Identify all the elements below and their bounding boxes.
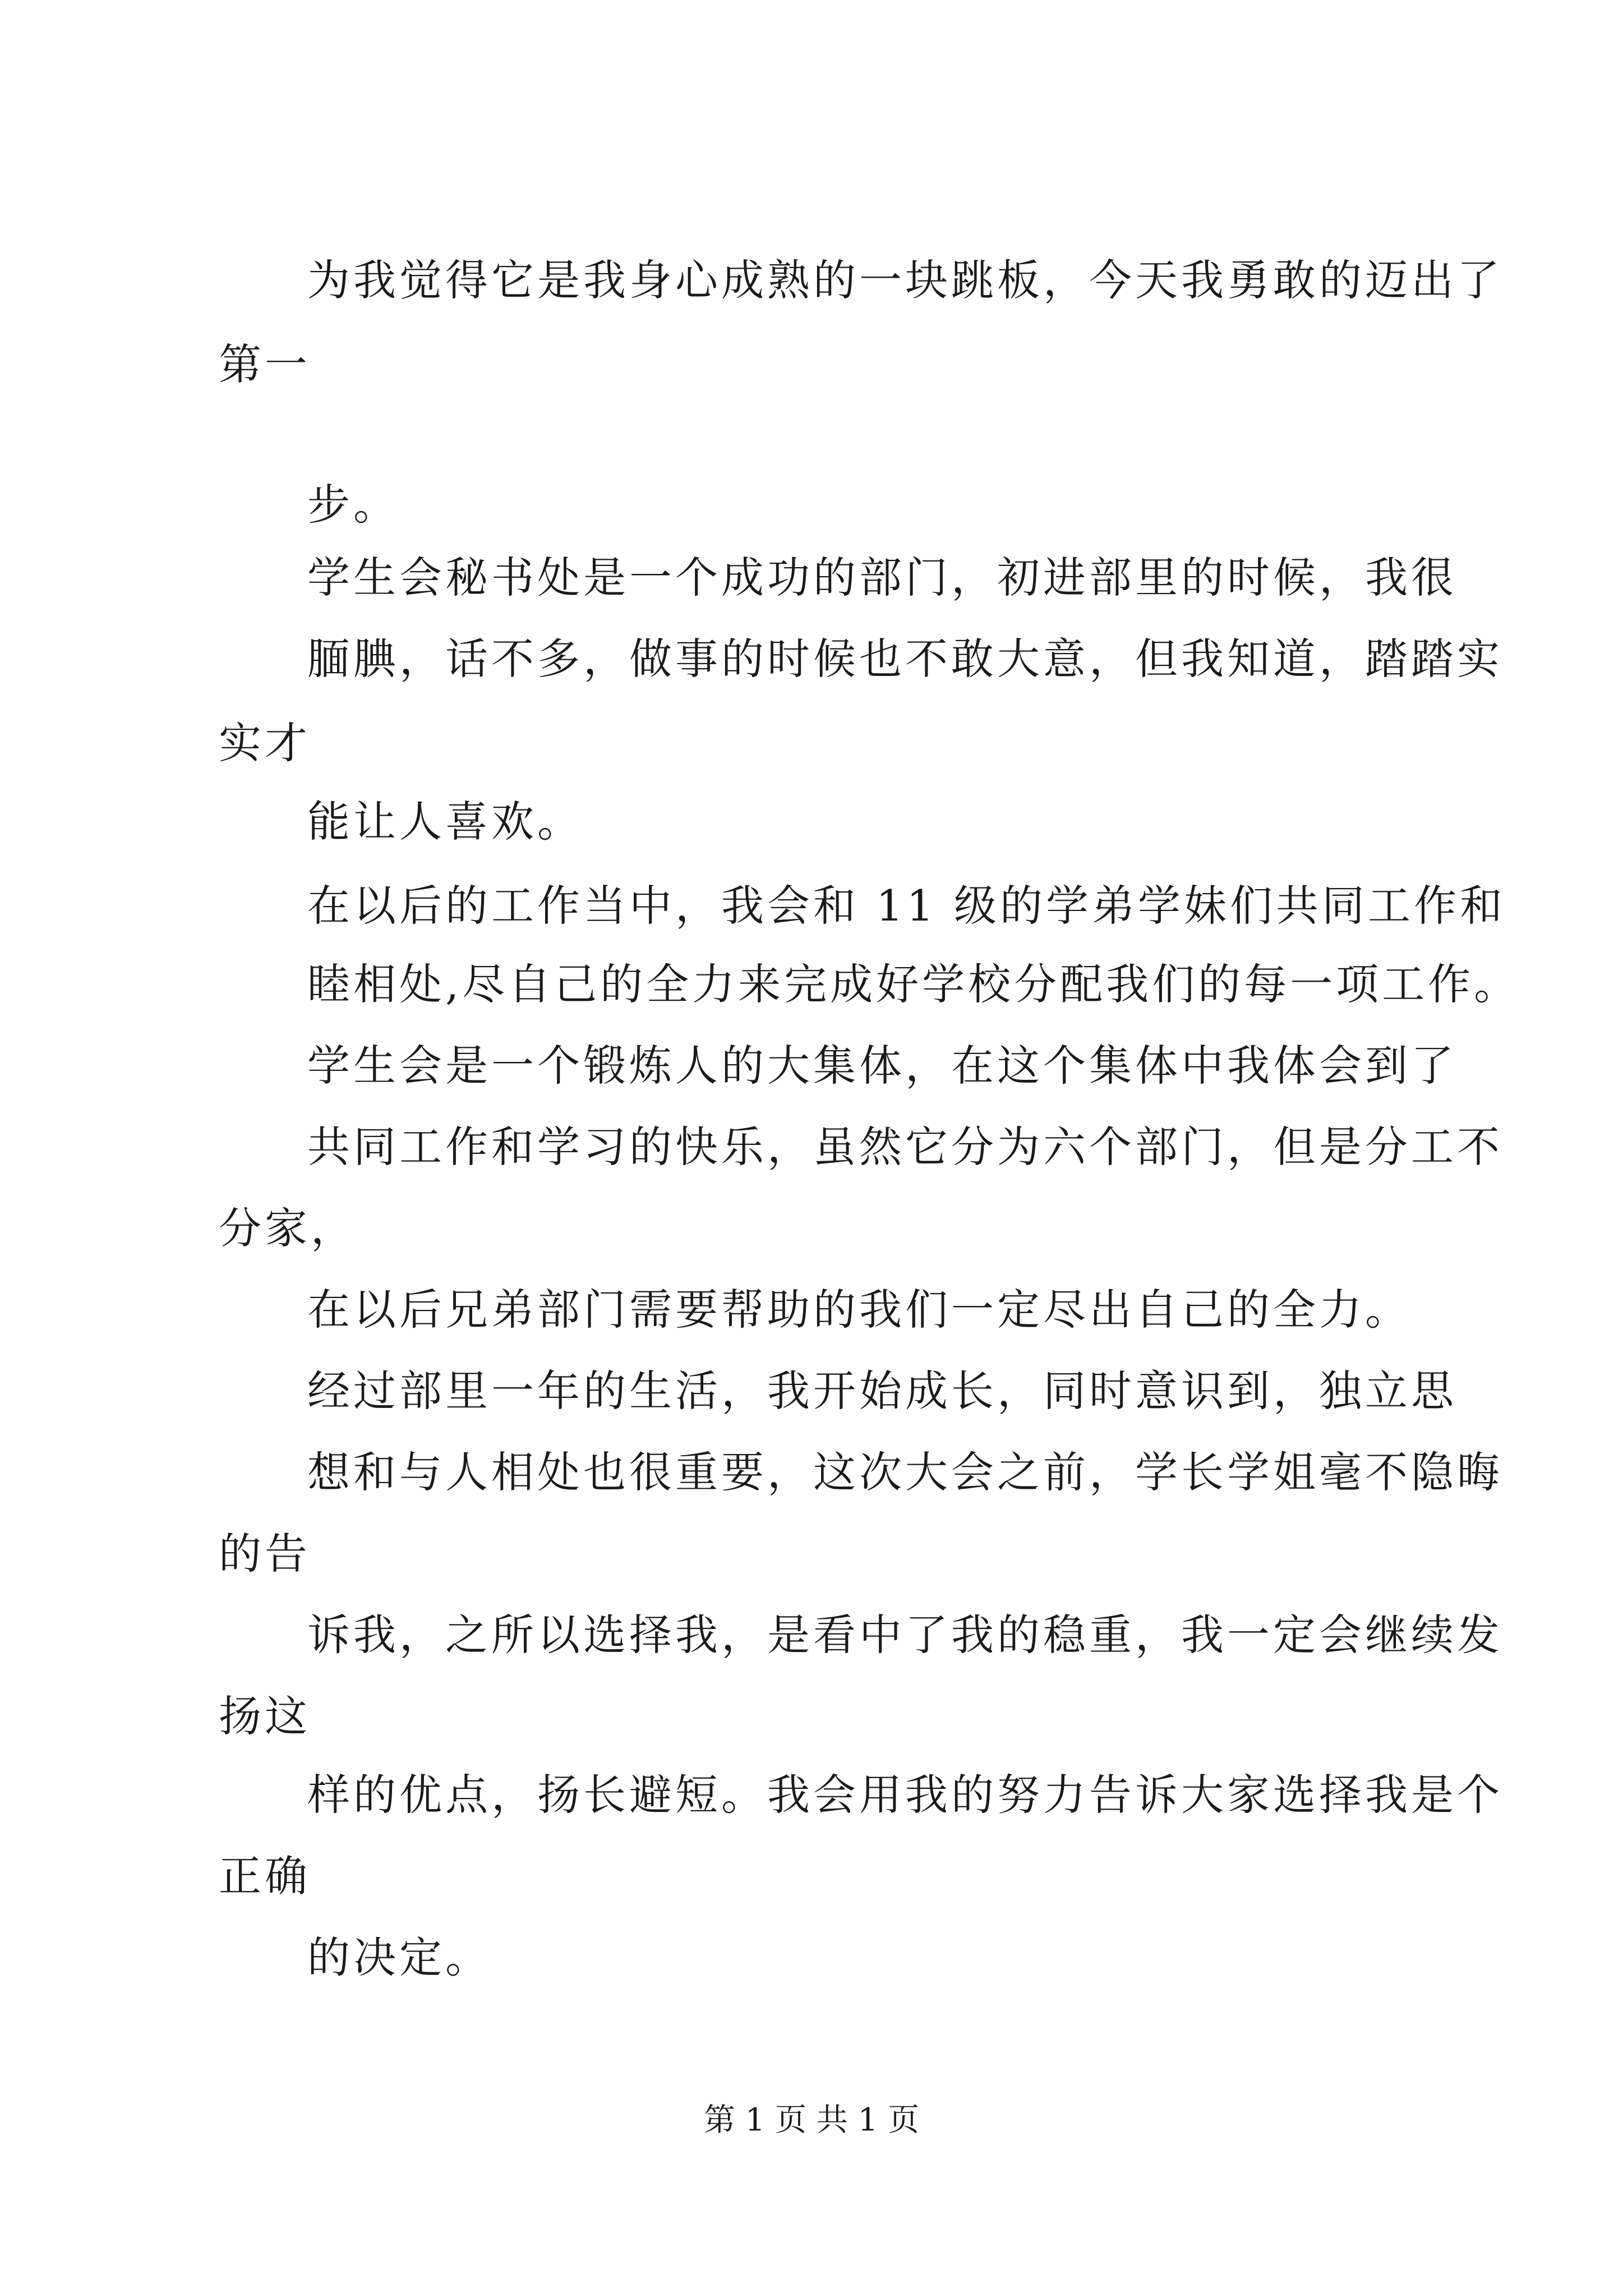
- body-line-18: 扬这: [219, 1691, 311, 1741]
- body-line-9: 睦相处,尽自己的全力来完成好学校分配我们的每一项工作。: [307, 959, 1520, 1009]
- body-line-17: 诉我，之所以选择我，是看中了我的稳重，我一定会继续发: [307, 1610, 1503, 1660]
- body-line-2: 第一: [219, 339, 311, 389]
- body-line-11: 共同工作和学习的快乐，虽然它分为六个部门，但是分工不: [307, 1122, 1503, 1172]
- body-line-15: 想和与人相处也很重要，这次大会之前，学长学姐毫不隐晦: [307, 1447, 1503, 1497]
- body-line-21: 的决定。: [307, 1932, 491, 1982]
- body-line-19: 样的优点，扬长避短。我会用我的努力告诉大家选择我是个: [307, 1770, 1503, 1820]
- body-line-5: 腼腆，话不多，做事的时候也不敢大意，但我知道，踏踏实: [307, 634, 1503, 684]
- body-line-6: 实才: [219, 718, 311, 768]
- body-line-1: 为我觉得它是我身心成熟的一块跳板，今天我勇敢的迈出了: [307, 255, 1503, 305]
- page-number-footer: 第 1 页 共 1 页: [703, 2102, 920, 2138]
- body-line-10: 学生会是一个锻炼人的大集体，在这个集体中我体会到了: [307, 1041, 1457, 1091]
- body-line-13: 在以后兄弟部门需要帮助的我们一定尽出自己的全力。: [307, 1285, 1411, 1335]
- body-line-4: 学生会秘书处是一个成功的部门，初进部里的时候，我很: [307, 553, 1457, 602]
- body-line-12: 分家，: [219, 1203, 357, 1253]
- body-line-20: 正确: [219, 1851, 311, 1901]
- body-line-16: 的告: [219, 1529, 311, 1579]
- body-line-14: 经过部里一年的生活，我开始成长，同时意识到，独立思: [307, 1366, 1457, 1416]
- body-line-8: 在以后的工作当中，我会和 11 级的学弟学妹们共同工作和: [307, 881, 1506, 931]
- body-line-7: 能让人喜欢。: [307, 797, 583, 846]
- body-line-3: 步。: [307, 480, 399, 530]
